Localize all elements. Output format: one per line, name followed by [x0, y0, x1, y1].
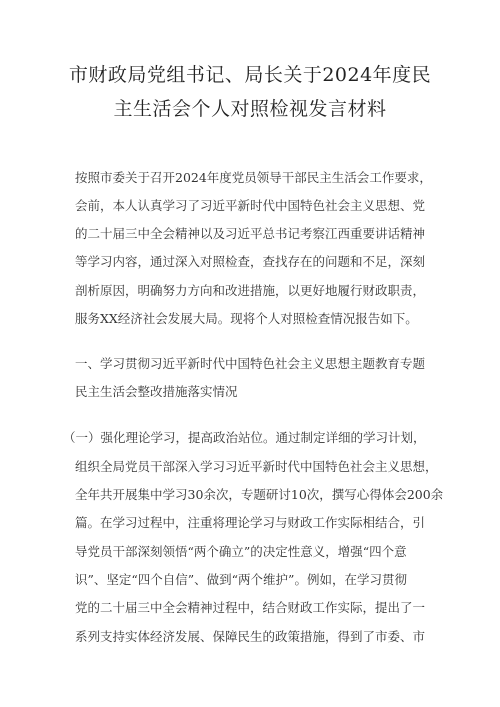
paragraph-line: 篇。在学习过程中，注重将理论学习与财政工作实际相结合，引 [75, 515, 426, 530]
document-title-line-2: 主生活会个人对照检视发言材料 [113, 98, 387, 120]
document-title-line-1: 市财政局党组书记、局长关于2024年度民 [68, 64, 432, 86]
paragraph-line: 全年共开展集中学习30余次，专题研讨10次，撰写心得体会200余 [75, 487, 444, 502]
paragraph-line: 识”、坚定“四个自信”、做到“两个维护”。例如，在学习贯彻 [75, 572, 407, 587]
intro-line: 等学习内容，通过深入对照检查，查找存在的问题和不足，深刻 [75, 254, 426, 269]
intro-line: 按照市委关于召开2024年度党员领导干部民主生活会工作要求， [75, 170, 432, 185]
intro-line: 剖析原因，明确努力方向和改进措施，以更好地履行财政职责， [75, 283, 426, 298]
intro-line: 的二十届三中全会精神以及习近平总书记考察江西重要讲话精神 [75, 226, 426, 241]
paragraph-line: 导党员干部深刻领悟“两个确立”的决定性意义，增强“四个意 [75, 544, 407, 559]
paragraph-line: 党的二十届三中全会精神过程中，结合财政工作实际，提出了一 [75, 600, 426, 615]
paragraph-line: 组织全局党员干部深入学习习近平新时代中国特色社会主义思想， [75, 459, 438, 474]
section-heading-line: 一、学习贯彻习近平新时代中国特色社会主义思想主题教育专题 [75, 356, 426, 371]
intro-line: 服务XX经济社会发展大局。现将个人对照检查情况报告如下。 [75, 311, 418, 326]
intro-line: 会前，本人认真学习了习近平新时代中国特色社会主义思想、党 [75, 198, 426, 213]
section-heading-line: 民主生活会整改措施落实情况 [75, 384, 238, 399]
paragraph-line: （一）强化理论学习，提高政治站位。通过制定详细的学习计划， [63, 430, 426, 445]
paragraph-line: 系列支持实体经济发展、保障民生的政策措施，得到了市委、市 [75, 629, 426, 644]
